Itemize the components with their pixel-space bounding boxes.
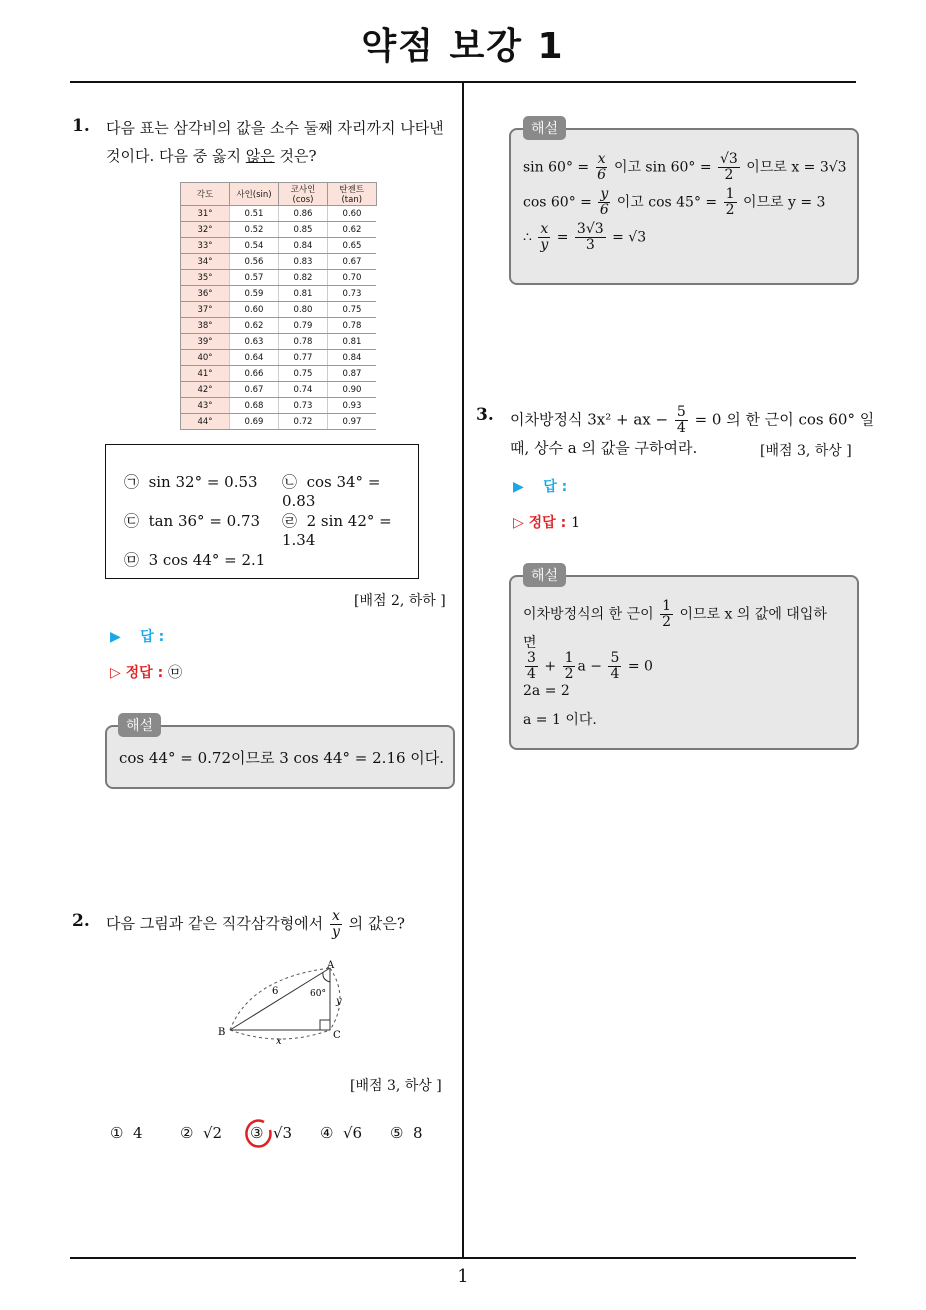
question-2-explanation-box <box>509 128 859 285</box>
table-header-cell: 탄젠트(tan) <box>328 183 377 206</box>
value-cell: 0.84 <box>328 350 377 366</box>
question-3-explanation-tag: 해설 <box>523 563 566 587</box>
table-row <box>181 302 377 318</box>
value-cell: 0.60 <box>230 302 279 318</box>
table-row <box>181 270 377 286</box>
option-2[interactable]: ② √2 <box>180 1124 223 1142</box>
question-3-score: [배점 3, 하상 ] <box>760 443 852 459</box>
value-cell: 0.75 <box>328 302 377 318</box>
value-cell: 0.86 <box>279 206 328 222</box>
q3-explanation-line-5: a = 1 이다. <box>523 712 597 728</box>
value-cell: 0.70 <box>328 270 377 286</box>
frac-3-4: $\frac{3}{4}$ <box>527 650 536 682</box>
value-cell: 0.81 <box>279 286 328 302</box>
vertex-a-label: A <box>327 960 335 971</box>
value-cell: 0.52 <box>230 222 279 238</box>
value-cell: 0.73 <box>279 398 328 414</box>
value-cell: 0.54 <box>230 238 279 254</box>
value-cell: 0.64 <box>230 350 279 366</box>
question-1-explanation-text: cos 44° = 0.72이므로 3 cos 44° = 2.16 이다. <box>119 749 445 767</box>
question-1-number: 1. <box>72 116 90 136</box>
right-triangle-diagram <box>210 958 350 1048</box>
question-1-explanation-tag: 해설 <box>118 713 161 737</box>
value-cell: 0.80 <box>279 302 328 318</box>
angle-cell: 36° <box>181 286 230 302</box>
value-cell: 0.73 <box>328 286 377 302</box>
angle-cell: 32° <box>181 222 230 238</box>
question-1-correct-row <box>110 662 182 682</box>
angle-cell: 31° <box>181 206 230 222</box>
value-cell: 0.75 <box>279 366 328 382</box>
value-cell: 0.97 <box>328 414 377 430</box>
value-cell: 0.93 <box>328 398 377 414</box>
frac-1-2: $\frac{1}{2}$ <box>662 598 671 630</box>
value-cell: 0.78 <box>328 318 377 334</box>
vertex-c-label: C <box>333 1030 341 1041</box>
answer-label: 답 : <box>140 629 165 645</box>
correct-label: 정답 : <box>528 515 567 531</box>
value-cell: 0.85 <box>279 222 328 238</box>
value-cell: 0.51 <box>230 206 279 222</box>
angle-cell: 40° <box>181 350 230 366</box>
table-row <box>181 318 377 334</box>
value-cell: 0.67 <box>230 382 279 398</box>
value-cell: 0.69 <box>230 414 279 430</box>
angle-cell: 41° <box>181 366 230 382</box>
angle-cell: 39° <box>181 334 230 350</box>
answer-label: 답 : <box>543 479 568 495</box>
value-cell: 0.90 <box>328 382 377 398</box>
frac-x-y: $\frac{x}{y}$ <box>540 221 549 253</box>
value-cell: 0.68 <box>230 398 279 414</box>
angle-cell: 42° <box>181 382 230 398</box>
value-cell: 0.77 <box>279 350 328 366</box>
question-2-explanation-tag: 해설 <box>523 116 566 140</box>
choice-b: ㉡ cos 34° = 0.83 <box>282 473 381 510</box>
emphasis-not: 않은 <box>245 147 275 165</box>
correct-value: 1 <box>571 515 580 531</box>
option-3[interactable]: ③ √3 <box>250 1124 293 1142</box>
choice-c: ㉢ tan 36° = 0.73 <box>124 512 261 530</box>
value-cell: 0.84 <box>279 238 328 254</box>
page-number: 1 <box>457 1266 469 1287</box>
value-cell: 0.87 <box>328 366 377 382</box>
question-3-line2: 때, 상수 a 의 값을 구하여라. <box>510 439 698 457</box>
question-3-number: 3. <box>476 405 494 425</box>
answer-arrow-icon: ▶ <box>513 479 524 495</box>
correct-value: ㉤ <box>168 665 183 681</box>
angle-cell: 38° <box>181 318 230 334</box>
frac-5-4: $\frac{5}{4}$ <box>676 404 686 436</box>
value-cell: 0.62 <box>328 222 377 238</box>
question-3-line1: 이차방정식 3x² + ax − $\frac{5}{4}$ = 0 의 한 근이 cos 60° 일 <box>510 404 875 436</box>
value-cell: 0.81 <box>328 334 377 350</box>
choice-e: ㉤ 3 cos 44° = 2.1 <box>124 551 266 569</box>
side-y-label: y <box>336 996 342 1007</box>
table-row <box>181 206 377 222</box>
value-cell: 0.83 <box>279 254 328 270</box>
answer-arrow-icon: ▶ <box>110 629 121 645</box>
table-header-cell: 각도 <box>181 183 230 206</box>
angle-cell: 35° <box>181 270 230 286</box>
question-2-text: 다음 그림과 같은 직각삼각형에서 $\frac{x}{y}$ 의 값은? <box>106 908 405 940</box>
frac-5-4b: $\frac{5}{4}$ <box>610 650 620 682</box>
frac-root3-2: $\frac{√3}{2}$ <box>720 151 738 183</box>
option-1[interactable]: ① 4 <box>110 1124 143 1142</box>
table-row <box>181 382 377 398</box>
table-header-cell: 사인(sin) <box>230 183 279 206</box>
choice-a: ㉠ sin 32° = 0.53 <box>124 473 258 491</box>
value-cell: 0.65 <box>328 238 377 254</box>
table-row <box>181 350 377 366</box>
table-row <box>181 238 377 254</box>
frac-1-2b: $\frac{1}{2}$ <box>564 650 574 682</box>
value-cell: 0.56 <box>230 254 279 270</box>
option-5[interactable]: ⑤ 8 <box>390 1124 423 1142</box>
table-row <box>181 222 377 238</box>
explanation-line-2: cos 60° = $\frac{y}{6}$ 이고 cos 45° = $\frac{1}{2}$ 이므로 y = 3 <box>523 186 826 218</box>
value-cell: 0.57 <box>230 270 279 286</box>
explanation-line-3: ∴ $\frac{x}{y}$ = $\frac{3√3}{3}$ = √3 <box>523 221 647 253</box>
value-cell: 0.78 <box>279 334 328 350</box>
question-2-fraction: $\frac{x}{y}$ <box>331 908 340 940</box>
value-cell: 0.59 <box>230 286 279 302</box>
q3-explanation-line-3: $\frac{3}{4}$ + $\frac{1}{2}$ a − $\frac{5}{4}$ = 0 <box>527 650 653 682</box>
q3-explanation-line-4: 2a = 2 <box>523 683 570 699</box>
angle-cell: 33° <box>181 238 230 254</box>
vertex-b-label: B <box>218 1027 226 1038</box>
bottom-rule <box>70 1257 856 1259</box>
choice-d: ㉣ 2 sin 42° = 1.34 <box>282 512 392 549</box>
value-cell: 0.79 <box>279 318 328 334</box>
correct-arrow-icon: ▷ <box>110 665 121 681</box>
table-row <box>181 254 377 270</box>
angle-cell: 34° <box>181 254 230 270</box>
question-2-number: 2. <box>72 911 90 931</box>
table-row <box>181 398 377 414</box>
question-1-line2: 것이다. 다음 중 옳지 않은 것은? <box>106 147 317 165</box>
table-row <box>181 286 377 302</box>
table-row <box>181 414 377 430</box>
table-row <box>181 334 377 350</box>
angle-cell: 37° <box>181 302 230 318</box>
page-title: 약점 보강 1 <box>361 26 565 67</box>
frac-x-6: $\frac{x}{6}$ <box>597 151 606 183</box>
angle-cell: 44° <box>181 414 230 430</box>
value-cell: 0.60 <box>328 206 377 222</box>
value-cell: 0.63 <box>230 334 279 350</box>
correct-arrow-icon: ▷ <box>513 515 524 531</box>
frac-1-2: $\frac{1}{2}$ <box>725 186 735 218</box>
selected-circle-icon <box>244 1118 274 1150</box>
question-3-correct-row <box>513 512 580 532</box>
question-1-score: [배점 2, 하하 ] <box>354 593 446 609</box>
question-1-answer-row <box>110 626 164 646</box>
q3-explanation-line-2: 면 <box>523 635 537 651</box>
table-header-cell: 코사인(cos) <box>279 183 328 206</box>
value-cell: 0.62 <box>230 318 279 334</box>
question-2-options <box>110 1124 430 1148</box>
trig-table-wrapper <box>180 182 377 430</box>
option-4[interactable]: ④ √6 <box>320 1124 363 1142</box>
value-cell: 0.72 <box>279 414 328 430</box>
correct-label: 정답 : <box>125 665 164 681</box>
question-1-line1: 다음 표는 삼각비의 값을 소수 둘째 자리까지 나타낸 <box>106 119 444 137</box>
question-2-score: [배점 3, 하상 ] <box>350 1078 442 1094</box>
question-3-explanation-box <box>509 575 859 750</box>
side-x-label: x <box>276 1036 282 1047</box>
value-cell: 0.82 <box>279 270 328 286</box>
choice-box <box>105 444 419 579</box>
explanation-line-1: sin 60° = $\frac{x}{6}$ 이고 sin 60° = $\frac{√3}{2}$ 이므로 x = 3√3 <box>523 151 847 183</box>
frac-3root3-3: $\frac{3√3}{3}$ <box>576 221 604 253</box>
q3-explanation-line-1: 이차방정식의 한 근이 $\frac{1}{2}$ 이므로 x 의 값에 대입하 <box>523 598 827 630</box>
value-cell: 0.74 <box>279 382 328 398</box>
angle-label: 60° <box>310 989 326 999</box>
value-cell: 0.66 <box>230 366 279 382</box>
frac-y-6: $\frac{y}{6}$ <box>599 186 609 218</box>
hypotenuse-label: 6 <box>272 986 279 997</box>
question-3-answer-row <box>513 476 567 496</box>
question-1-text <box>106 114 456 170</box>
column-divider <box>462 82 464 1258</box>
angle-cell: 43° <box>181 398 230 414</box>
trig-table <box>180 182 377 430</box>
table-row <box>181 366 377 382</box>
value-cell: 0.67 <box>328 254 377 270</box>
